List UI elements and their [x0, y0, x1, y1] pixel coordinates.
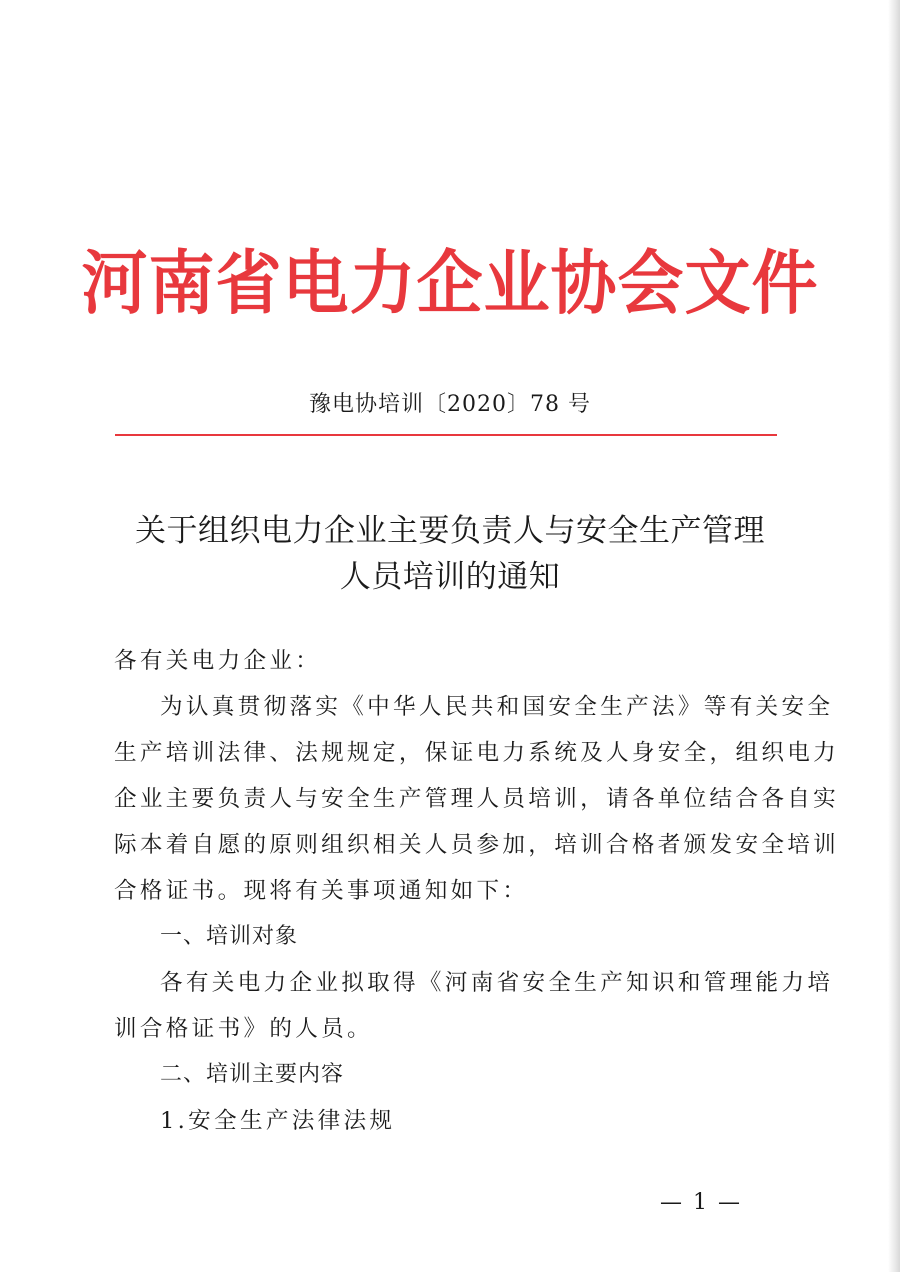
- document-header-title: 河南省电力企业协会文件: [81, 242, 819, 324]
- paragraph-line: 为认真贯彻落实《中华人民共和国安全生产法》等有关安全: [160, 694, 834, 720]
- section-heading-training-content: 二、培训主要内容: [160, 1062, 345, 1087]
- paragraph-line: 生产培训法律、法规规定，保证电力系统及人身安全，组织电力: [114, 740, 840, 766]
- page-edge-shadow: [888, 0, 900, 1272]
- paragraph-line: 训合格证书》的人员。: [114, 1016, 373, 1042]
- list-item: 1.安全生产法律法规: [160, 1108, 396, 1134]
- salutation: 各有关电力企业：: [114, 648, 322, 674]
- red-divider-line: [115, 434, 777, 436]
- paragraph-line: 企业主要负责人与安全生产管理人员培训，请各单位结合各自实: [114, 786, 840, 812]
- document-number: 豫电协培训〔2020〕78 号: [309, 392, 591, 417]
- paragraph-line: 合格证书。现将有关事项通知如下：: [114, 878, 529, 904]
- paragraph-line: 各有关电力企业拟取得《河南省安全生产知识和管理能力培: [160, 970, 834, 996]
- notice-title-line-2: 人员培训的通知: [339, 559, 561, 595]
- section-heading-training-targets: 一、培训对象: [160, 924, 299, 949]
- paragraph-line: 际本着自愿的原则组织相关人员参加，培训合格者颁发安全培训: [114, 832, 840, 858]
- notice-title-line-1: 关于组织电力企业主要负责人与安全生产管理: [135, 513, 765, 549]
- notice-title: [100, 508, 800, 600]
- page-number: — 1 —: [660, 1190, 742, 1215]
